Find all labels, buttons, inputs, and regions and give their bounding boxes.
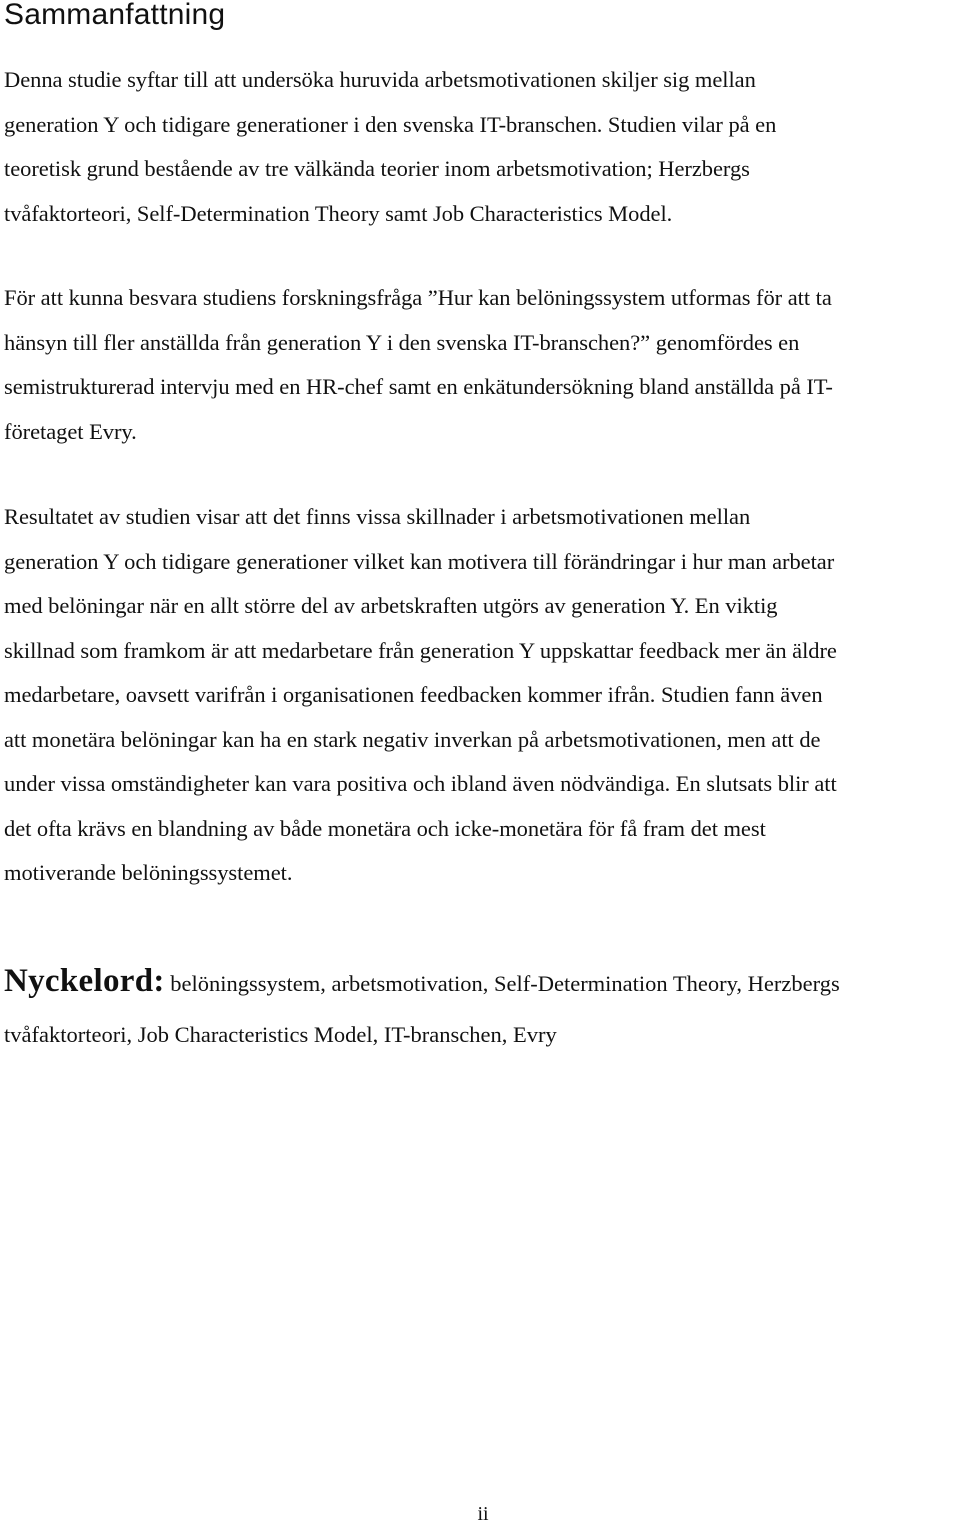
section-heading: Sammanfattning (4, 0, 226, 31)
keywords-label: Nyckelord: (4, 963, 165, 999)
text-line: med belöningar när en allt större del av arbetskraften utgörs av generation Y. En viktig (4, 593, 778, 618)
text-line: att monetära belöningar kan ha en stark negativ inverkan på arbetsmotivationen, men att de (4, 726, 821, 752)
paragraph-purpose (4, 58, 958, 236)
text-line: Denna studie syftar till att undersöka huruvida arbetsmotivationen skiljer sig mellan (4, 67, 756, 92)
text-line: medarbetare, oavsett varifrån i organisationen feedbacken kommer ifrån. Studien fann även (4, 682, 823, 707)
page-number: ii (477, 1503, 489, 1525)
text-line: det ofta krävs en blandning av både monetära och icke-monetära för få fram det mest (4, 815, 766, 841)
text-line: motiverande belöningssystemet. (4, 860, 293, 885)
text-line: tvåfaktorteori, Self-Determination Theory samt Job Characteristics Model. (4, 200, 673, 226)
text-line: företaget Evry. (4, 418, 137, 444)
text-line: under vissa omständigheter kan vara positiva och ibland även nödvändiga. En slutsats blir att (4, 771, 837, 796)
text-line: För att kunna besvara studiens forskningsfråga ”Hur kan belöningssystem utformas för att ta (4, 285, 832, 310)
text-line: generation Y och tidigare generationer i den svenska IT-branschen. Studien vilar på en (4, 111, 777, 137)
text-line: teoretisk grund bestående av tre välkända teorier inom arbetsmotivation; Herzbergs (4, 156, 750, 181)
keywords-list-continued: tvåfaktorteori, Job Characteristics Model, IT-branschen, Evry (4, 1022, 557, 1047)
text-line: semistrukturerad intervju med en HR-chef samt en enkätundersökning bland anställda på IT- (4, 374, 833, 399)
keywords-block (4, 956, 958, 1060)
paragraph-results (4, 495, 958, 896)
keywords-list: belöningssystem, arbetsmotivation, Self-Determination Theory, Herzbergs (164, 971, 840, 996)
text-line: generation Y och tidigare generationer vilket kan motivera till förändringar i hur man arbetar (4, 548, 835, 574)
keywords-line (4, 956, 958, 1009)
text-line: Resultatet av studien visar att det finns vissa skillnader i arbetsmotivationen mellan (4, 504, 751, 529)
text-line: skillnad som framkom är att medarbetare från generation Y uppskattar feedback mer än äldre (4, 637, 837, 663)
paragraph-method (4, 276, 958, 454)
text-line: hänsyn till fler anställda från generation Y i den svenska IT-branschen?” genomfördes en (4, 329, 800, 355)
